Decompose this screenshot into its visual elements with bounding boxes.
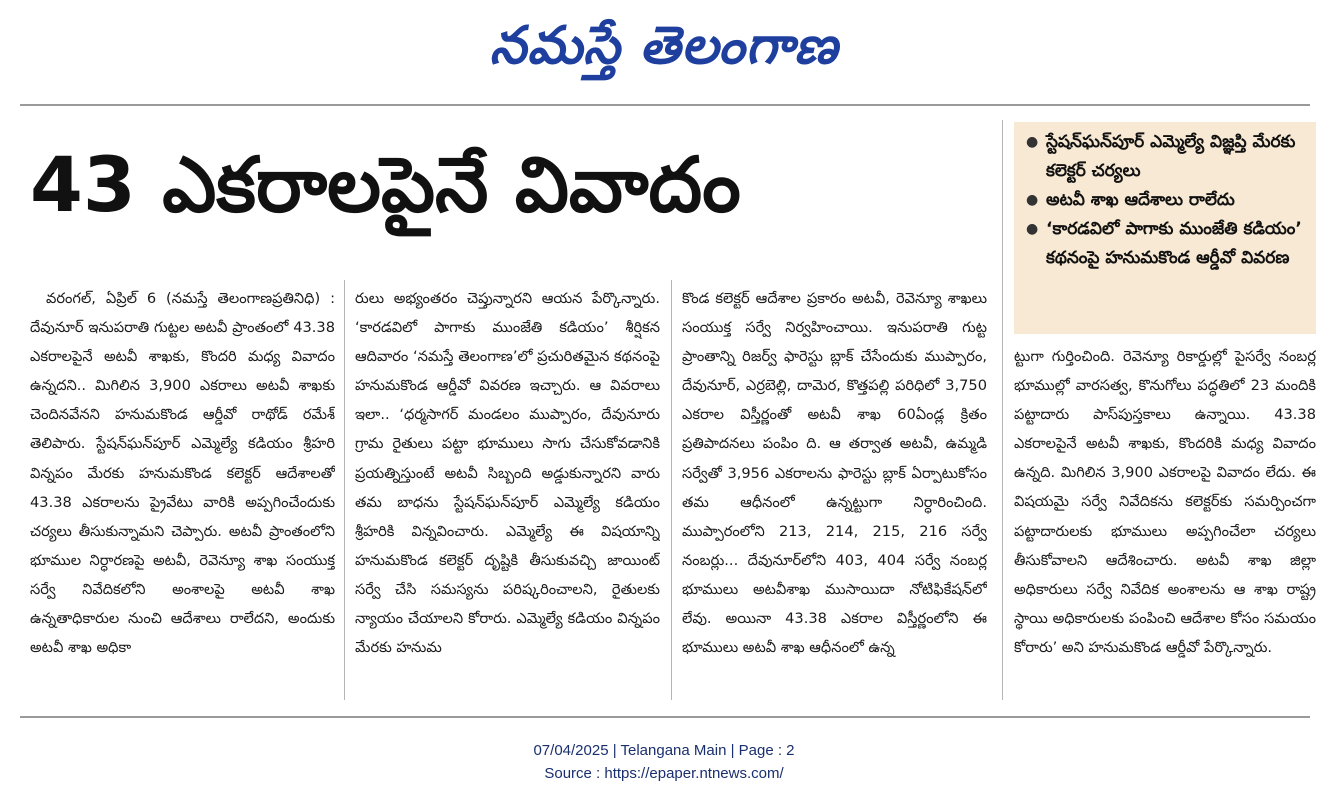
article-column-4: ట్టుగా గుర్తించింది. రెవెన్యూ రికార్డుల్లో పైసర్వే నంబర్ల భూముల్లో వారసత్వ, కొనుగోలు పద్ధతిలో 23 మందికి పట్టాదారు పాస్‌పుస్తకాలు ఉన్నాయి. 43.38 ఎకరాలపైనే అటవీ శాఖకు, కొందరికి మధ్య వివాదం ఉన్నది. మిగిలిన 3,900 ఎకరాలపై వివాదం లేదు. ఈ విషయమై సర్వే నివేదికను కలెక్టర్‌కు సమర్పించగా పట్టాదారులకు భూములు అప్పగించేలా చర్యలు తీసుకోవాలని ఆదేశించారు. అటవీ శాఖ జిల్లా అధికారులు సర్వే నివేదిక అంశాలను ఆ శాఖ రాష్ట్ర స్థాయి అధికారులకు పంపించి ఆదేశాల కోసం సమయం కోరారు’ అని హనుమకొండ ఆర్డీవో పేర్కొన్నారు.	[1014, 348, 1316, 656]
highlights-box	[1014, 122, 1316, 334]
highlight-item: ● స్టేషన్‌ఘన్‌పూర్ ఎమ్మెల్యే విజ్ఞప్తి మేరకు కలెక్టర్ చర్యలు	[1024, 128, 1308, 186]
masthead-logo: నమస్తే తెలంగాణ	[489, 16, 839, 76]
article-column-1: వరంగల్, ఏప్రిల్ 6 (నమస్తే తెలంగాణప్రతినిధి) : దేవునూర్ ఇనుపరాతి గుట్టల అటవీ ప్రాంతంలో 43.38 ఎకరాలపైనే అటవీ శాఖకు, కొందరి మధ్య వివాదం ఉన్నదని.. మిగిలిన 3,900 ఎకరాలు అటవీ శాఖకు చెందినవేనని హనుమకొండ ఆర్డీవో రాథోడ్ రమేశ్ తెలిపారు. స్టేషన్‌ఘన్‌పూర్ ఎమ్మెల్యే కడియం శ్రీహరి విన్నపం మేరకు హనుమకొండ కలెక్టర్ ఆదేశాలతో 43.38 ఎకరాలను ప్రైవేటు వారికి అప్పగించేందుకు చర్యలు తీసుకున్నామని చెప్పారు. అటవీ ప్రాంతంలోని భూముల నిర్ధారణపై అటవీ, రెవెన్యూ శాఖ సంయుక్త సర్వే నివేదికలోని అంశాలపై అటవీ శాఖ ఉన్నతాధికారుల నుంచి ఆదేశాలు రాలేదని, అందుకు అటవీ శాఖ అధికా	[30, 290, 335, 657]
highlight-item: ● అటవీ శాఖ ఆదేశాలు రాలేదు	[1024, 186, 1308, 215]
footer-source: Source : https://epaper.ntnews.com/	[544, 765, 784, 782]
highlight-item: ● ‘కారడవిలో పాగాకు ముంజేతి కడియం’ కథనంపై హనుమకొండ ఆర్డీవో వివరణ	[1024, 215, 1308, 273]
bottom-divider	[20, 716, 1310, 718]
article-column-3: కొండ కలెక్టర్ ఆదేశాల ప్రకారం అటవీ, రెవెన్యూ శాఖలు సంయుక్త సర్వే నిర్వహించాయి. ఇనుపరాతి గుట్ట ప్రాంతాన్ని రిజర్వ్ ఫారెస్టు బ్లాక్ చేసేందుకు ముప్పారం, దేవునూర్, ఎర్రబెల్లి, దామెర, కొత్తపల్లి పరిధిలో 3,750 ఎకరాల విస్తీర్ణంతో అటవీ శాఖ 60ఏండ్ల క్రితం ప్రతిపాదనలు పంపిం ది. ఆ తర్వాత అటవీ, ఉమ్మడి సర్వేతో 3,956 ఎకరాలను ఫారెస్టు బ్లాక్ ఏర్పాటుకోసం తమ ఆధీనంలో ఉన్నట్టుగా నిర్ధారించింది. ముప్పారంలోని 213, 214, 215, 216 సర్వే నంబర్లు... దేవునూర్‌లోని 403, 404 సర్వే నంబర్ల భూములు అటవీశాఖ ముసాయిదా నోటిఫికేషన్‌లో లేవు. అయినా 43.38 ఎకరాల విస్తీర్ణంలోని ఈ భూములు అటవీ శాఖ ఆధీనంలో ఉన్న	[682, 290, 987, 657]
bullet-icon: ●	[1026, 221, 1039, 237]
column-divider	[671, 280, 672, 700]
bullet-icon: ●	[1026, 192, 1039, 208]
footer-date-edition: 07/04/2025 | Telangana Main | Page : 2	[533, 742, 795, 759]
article-headline: 43 ఎకరాలపైనే వివాదం	[30, 140, 741, 229]
column-divider	[344, 280, 345, 700]
top-divider	[20, 104, 1310, 106]
bullet-icon: ●	[1026, 134, 1039, 150]
column-divider	[1002, 120, 1003, 700]
article-column-2: రులు అభ్యంతరం చెప్తున్నారని ఆయన పేర్కొన్నారు. ‘కారడవిలో పాగాకు ముంజేతి కడియం’ శీర్షికన ఆదివారం ‘నమస్తే తెలంగాణ’లో ప్రచురితమైన కథనంపై హనుమకొండ ఆర్డీవో వివరణ ఇచ్చారు. ఆ వివరాలు ఇలా.. ‘ధర్మసాగర్ మండలం ముప్పారం, దేవునూరు గ్రామ రైతులు పట్టా భూములు సాగు చేసుకోవడానికి ప్రయత్నిస్తుంటే అటవీ సిబ్బంది అడ్డుకున్నారని వారు తమ బాధను స్టేషన్‌ఘన్‌పూర్ ఎమ్మెల్యే కడియం శ్రీహరికి విన్నవించారు. ఎమ్మెల్యే ఈ విషయాన్ని హనుమకొండ కలెక్టర్ దృష్టికి తీసుకువచ్చి జాయింట్ సర్వే చేసి సమస్యను పరిష్కరించాలని, రైతులకు న్యాయం చేయాలని కోరారు. ఎమ్మెల్యే కడియం విన్నపం మేరకు హనుమ	[355, 290, 660, 657]
